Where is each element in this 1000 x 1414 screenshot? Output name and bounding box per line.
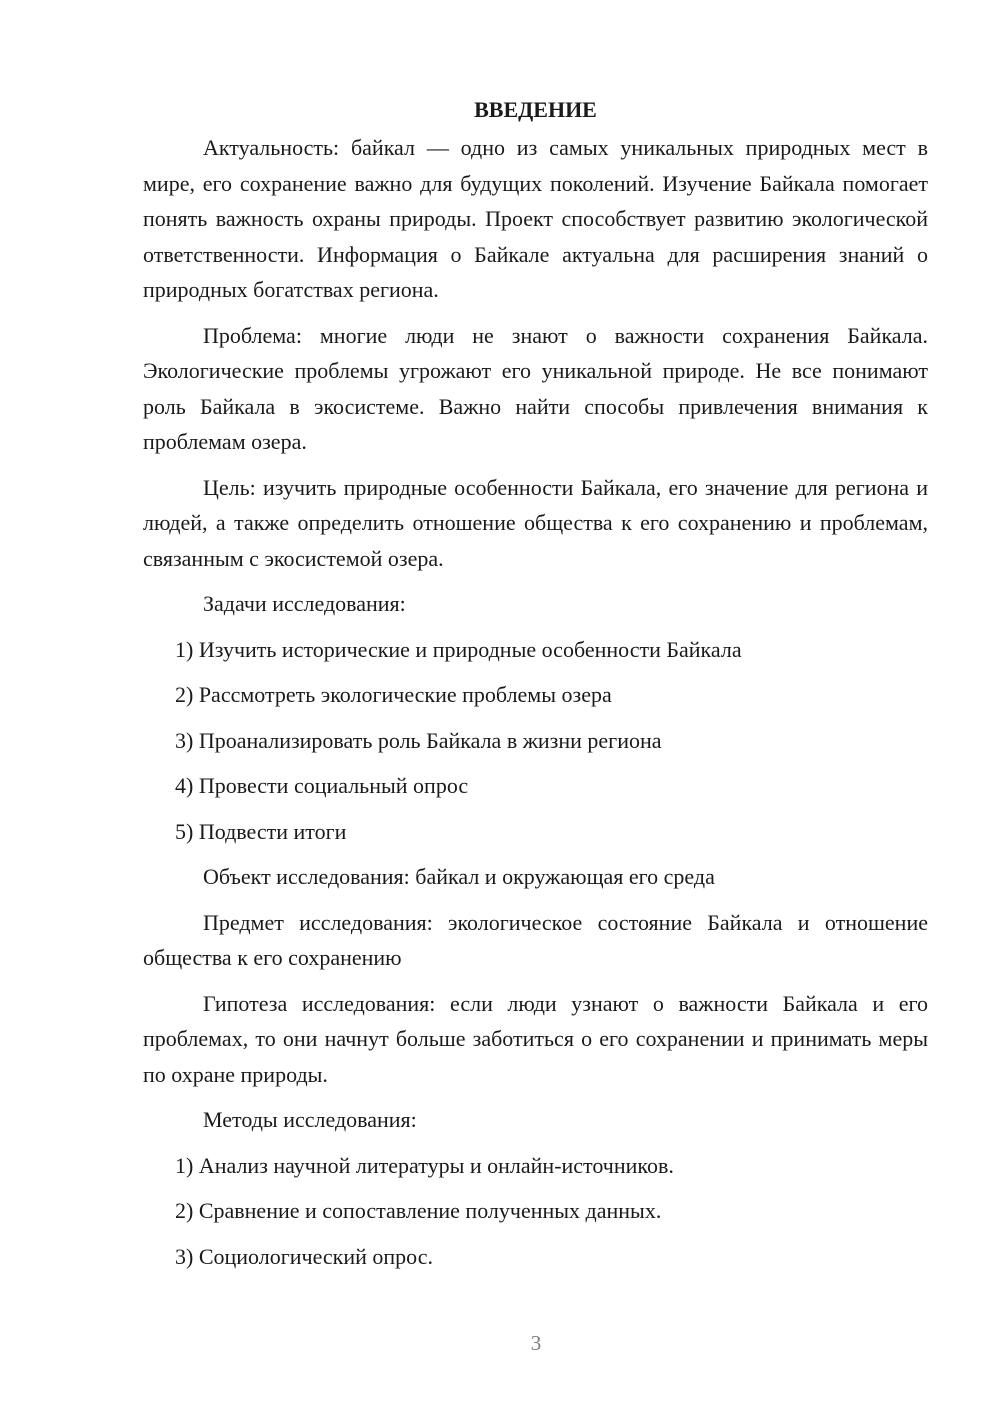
methods-heading: Методы исследования:	[203, 1107, 417, 1132]
task-item: 3) Проанализировать роль Байкала в жизни региона	[175, 727, 662, 753]
problem-paragraph: Проблема: многие люди не знают о важности сохранения Байкала. Экологические проблемы угрожают его уникальной природе. Не все понимают роль Байкала в экосистеме. Важно найти способы привлечения внимания к проблемам озера.	[143, 322, 928, 454]
task-item: 1) Изучить исторические и природные особенности Байкала	[175, 636, 742, 662]
section-title: ВВЕДЕНИЕ	[474, 97, 597, 122]
method-item: 3) Социологический опрос.	[175, 1243, 433, 1269]
task-item: 5) Подвести итоги	[175, 818, 347, 844]
object-paragraph: Объект исследования: байкал и окружающая его среда	[203, 864, 715, 889]
tasks-list	[143, 632, 928, 850]
methods-list	[143, 1148, 928, 1275]
task-item: 4) Провести социальный опрос	[175, 773, 469, 798]
hypothesis-paragraph: Гипотеза исследования: если люди узнают о важности Байкала и его проблемах, то они начнут больше заботиться о его сохранении и принимать меры по охране природы.	[143, 990, 928, 1087]
page-number: 3	[530, 1331, 542, 1355]
relevance-paragraph: Актуальность: байкал — одно из самых уникальных природных мест в мире, его сохранение важно для будущих поколений. Изучение Байкала помогает понять важность охраны природы. Проект способствует развитию экологической ответственности. Информация о Байкале актуальна для расширения знаний о природных богатствах региона.	[143, 135, 928, 302]
subject-paragraph: Предмет исследования: экологическое состояние Байкала и отношение общества к его сохранению	[143, 909, 928, 970]
document-body	[143, 92, 928, 1284]
goal-paragraph: Цель: изучить природные особенности Байкала, его значение для региона и людей, а также определить отношение общества к его сохранению и проблемам, связанным с экосистемой озера.	[143, 474, 928, 571]
method-item: 1) Анализ научной литературы и онлайн-источников.	[175, 1152, 674, 1178]
tasks-heading: Задачи исследования:	[203, 591, 406, 616]
task-item: 2) Рассмотреть экологические проблемы озера	[175, 682, 612, 707]
method-item: 2) Сравнение и сопоставление полученных данных.	[175, 1198, 662, 1223]
